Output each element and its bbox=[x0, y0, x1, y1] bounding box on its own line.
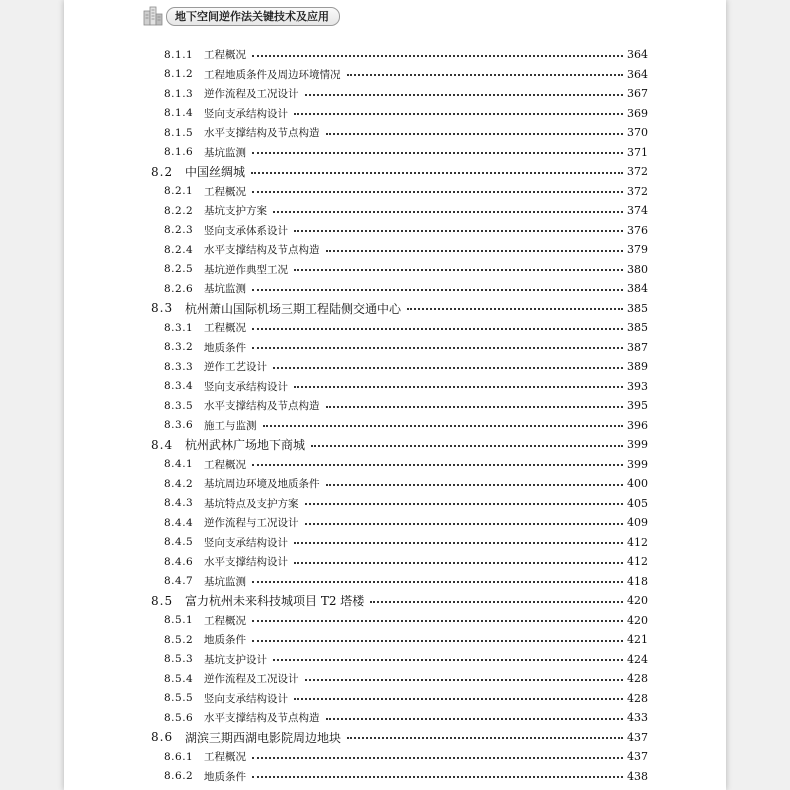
toc-entry-page-number: 428 bbox=[627, 672, 648, 686]
dot-leader bbox=[252, 191, 623, 193]
dot-leader bbox=[252, 464, 623, 466]
toc-entry-page-number: 399 bbox=[627, 438, 648, 452]
toc-entry-page-number: 399 bbox=[627, 457, 648, 471]
toc-entry-title: 基坑特点及支护方案 bbox=[204, 497, 299, 510]
toc-entry-page-number: 395 bbox=[627, 399, 648, 413]
toc-entry-page-number: 412 bbox=[627, 555, 648, 569]
toc-subsection-entry[interactable] bbox=[64, 377, 726, 397]
toc-entry-page-number: 371 bbox=[627, 145, 648, 159]
toc-entry-page-number: 374 bbox=[627, 204, 648, 218]
dot-leader bbox=[294, 269, 623, 271]
toc-subsection-entry[interactable] bbox=[64, 708, 726, 728]
toc-entry-number: 8.2 bbox=[151, 164, 174, 179]
toc-entry-page-number: 438 bbox=[627, 769, 648, 783]
toc-entry-title: 基坑支护方案 bbox=[204, 205, 267, 218]
dot-leader bbox=[294, 113, 623, 115]
dot-leader bbox=[252, 152, 623, 154]
toc-subsection-entry[interactable] bbox=[64, 650, 726, 670]
toc-entry-number: 8.4.2 bbox=[164, 477, 194, 490]
toc-entry-page-number: 379 bbox=[627, 243, 648, 257]
dot-leader bbox=[252, 581, 623, 583]
book-page bbox=[64, 0, 726, 790]
toc-entry-title: 基坑周边环境及地质条件 bbox=[204, 478, 320, 491]
toc-entry-number: 8.1.2 bbox=[164, 68, 194, 81]
toc-subsection-entry[interactable] bbox=[64, 279, 726, 299]
toc-entry-title: 逆作流程与工况设计 bbox=[204, 517, 299, 530]
toc-subsection-entry[interactable] bbox=[64, 201, 726, 221]
toc-subsection-entry[interactable] bbox=[64, 416, 726, 436]
toc-section-entry[interactable] bbox=[64, 435, 726, 455]
toc-entry-number: 8.5.1 bbox=[164, 614, 194, 627]
dot-leader bbox=[294, 230, 623, 232]
toc-entry-title: 竖向支承结构设计 bbox=[204, 107, 288, 120]
toc-entry-number: 8.4.3 bbox=[164, 497, 194, 510]
toc-entry-title: 地质条件 bbox=[204, 634, 246, 647]
toc-section-entry[interactable] bbox=[64, 162, 726, 182]
toc-subsection-entry[interactable] bbox=[64, 338, 726, 358]
toc-entry-number: 8.5.5 bbox=[164, 692, 194, 705]
toc-entry-number: 8.5.2 bbox=[164, 633, 194, 646]
dot-leader bbox=[305, 679, 624, 681]
toc-entry-title: 基坑监测 bbox=[204, 575, 246, 588]
toc-subsection-entry[interactable] bbox=[64, 123, 726, 143]
toc-entry-number: 8.3.2 bbox=[164, 341, 194, 354]
dot-leader bbox=[407, 308, 623, 310]
toc-entry-page-number: 364 bbox=[627, 67, 648, 81]
dot-leader bbox=[252, 776, 623, 778]
dot-leader bbox=[263, 425, 624, 427]
dot-leader bbox=[347, 74, 624, 76]
dot-leader bbox=[252, 757, 623, 759]
toc-entry-page-number: 420 bbox=[627, 594, 648, 608]
toc-entry-number: 8.4.6 bbox=[164, 555, 194, 568]
table-of-contents bbox=[64, 45, 726, 786]
toc-entry-page-number: 372 bbox=[627, 165, 648, 179]
toc-entry-page-number: 418 bbox=[627, 574, 648, 588]
toc-entry-number: 8.5.3 bbox=[164, 653, 194, 666]
dot-leader bbox=[273, 659, 623, 661]
toc-entry-number: 8.1.1 bbox=[164, 48, 194, 61]
toc-entry-page-number: 385 bbox=[627, 301, 648, 315]
toc-entry-number: 8.1.6 bbox=[164, 146, 194, 159]
toc-entry-page-number: 389 bbox=[627, 360, 648, 374]
toc-entry-page-number: 428 bbox=[627, 691, 648, 705]
toc-entry-number: 8.1.5 bbox=[164, 126, 194, 139]
toc-entry-title: 工程概况 bbox=[204, 49, 246, 62]
toc-subsection-entry[interactable] bbox=[64, 455, 726, 475]
dot-leader bbox=[252, 640, 623, 642]
toc-entry-title: 水平支撑结构及节点构造 bbox=[204, 127, 320, 140]
toc-entry-number: 8.3.3 bbox=[164, 360, 194, 373]
toc-entry-number: 8.3.6 bbox=[164, 419, 194, 432]
toc-subsection-entry[interactable] bbox=[64, 513, 726, 533]
toc-entry-title: 基坑监测 bbox=[204, 283, 246, 296]
toc-entry-number: 8.4 bbox=[151, 437, 174, 452]
toc-entry-number: 8.6.2 bbox=[164, 770, 194, 783]
toc-subsection-entry[interactable] bbox=[64, 396, 726, 416]
toc-entry-page-number: 437 bbox=[627, 730, 648, 744]
toc-entry-title: 水平支撑结构及节点构造 bbox=[204, 712, 320, 725]
toc-entry-number: 8.4.7 bbox=[164, 575, 194, 588]
toc-subsection-entry[interactable] bbox=[64, 260, 726, 280]
toc-entry-page-number: 385 bbox=[627, 321, 648, 335]
toc-entry-title: 工程概况 bbox=[204, 185, 246, 198]
toc-subsection-entry[interactable] bbox=[64, 572, 726, 592]
toc-entry-title: 工程地质条件及周边环境情况 bbox=[204, 68, 341, 81]
toc-entry-page-number: 421 bbox=[627, 633, 648, 647]
toc-entry-number: 8.3.1 bbox=[164, 321, 194, 334]
toc-entry-number: 8.4.1 bbox=[164, 458, 194, 471]
toc-subsection-entry[interactable] bbox=[64, 65, 726, 85]
toc-entry-page-number: 400 bbox=[627, 477, 648, 491]
toc-subsection-entry[interactable] bbox=[64, 669, 726, 689]
toc-entry-number: 8.4.5 bbox=[164, 536, 194, 549]
toc-entry-number: 8.3.5 bbox=[164, 399, 194, 412]
toc-entry-page-number: 405 bbox=[627, 496, 648, 510]
toc-entry-page-number: 396 bbox=[627, 418, 648, 432]
toc-subsection-entry[interactable] bbox=[64, 552, 726, 572]
toc-entry-title: 逆作流程及工况设计 bbox=[204, 88, 299, 101]
toc-entry-page-number: 367 bbox=[627, 87, 648, 101]
toc-entry-title: 竖向支承结构设计 bbox=[204, 692, 288, 705]
toc-entry-title: 杭州萧山国际机场三期工程陆侧交通中心 bbox=[185, 301, 402, 316]
dot-leader bbox=[305, 94, 624, 96]
toc-entry-number: 8.5 bbox=[151, 593, 174, 608]
toc-entry-page-number: 387 bbox=[627, 340, 648, 354]
toc-subsection-entry[interactable] bbox=[64, 630, 726, 650]
toc-section-entry[interactable] bbox=[64, 591, 726, 611]
toc-subsection-entry[interactable] bbox=[64, 689, 726, 709]
toc-entry-page-number: 437 bbox=[627, 750, 648, 764]
toc-entry-title: 工程概况 bbox=[204, 322, 246, 335]
toc-entry-title: 竖向支承结构设计 bbox=[204, 536, 288, 549]
toc-entry-page-number: 380 bbox=[627, 262, 648, 276]
dot-leader bbox=[294, 542, 623, 544]
toc-entry-number: 8.1.3 bbox=[164, 87, 194, 100]
toc-section-entry[interactable] bbox=[64, 299, 726, 319]
toc-subsection-entry[interactable] bbox=[64, 611, 726, 631]
dot-leader bbox=[252, 289, 623, 291]
toc-entry-page-number: 424 bbox=[627, 652, 648, 666]
dot-leader bbox=[305, 503, 624, 505]
toc-entry-number: 8.2.1 bbox=[164, 185, 194, 198]
toc-subsection-entry[interactable] bbox=[64, 747, 726, 767]
toc-entry-page-number: 420 bbox=[627, 613, 648, 627]
toc-entry-page-number: 376 bbox=[627, 223, 648, 237]
toc-entry-title: 基坑支护设计 bbox=[204, 653, 267, 666]
dot-leader bbox=[273, 211, 623, 213]
dot-leader bbox=[252, 328, 623, 330]
toc-entry-title: 工程概况 bbox=[204, 751, 246, 764]
toc-entry-title: 中国丝绸城 bbox=[185, 165, 246, 180]
dot-leader bbox=[326, 406, 624, 408]
dot-leader bbox=[294, 698, 623, 700]
dot-leader bbox=[252, 55, 623, 57]
toc-subsection-entry[interactable] bbox=[64, 182, 726, 202]
toc-entry-title: 杭州武林广场地下商城 bbox=[185, 438, 306, 453]
toc-subsection-entry[interactable] bbox=[64, 318, 726, 338]
toc-entry-number: 8.5.6 bbox=[164, 711, 194, 724]
toc-entry-number: 8.2.3 bbox=[164, 224, 194, 237]
building-icon bbox=[142, 5, 164, 27]
toc-entry-title: 施工与监测 bbox=[204, 419, 257, 432]
toc-entry-title: 湖滨三期西湖电影院周边地块 bbox=[185, 730, 342, 745]
toc-entry-page-number: 384 bbox=[627, 282, 648, 296]
toc-entry-number: 8.3.4 bbox=[164, 380, 194, 393]
dot-leader bbox=[326, 133, 624, 135]
toc-entry-title: 竖向支承结构设计 bbox=[204, 380, 288, 393]
toc-subsection-entry[interactable] bbox=[64, 143, 726, 163]
toc-entry-title: 竖向支承体系设计 bbox=[204, 224, 288, 237]
dot-leader bbox=[326, 718, 624, 720]
dot-leader bbox=[252, 347, 623, 349]
toc-entry-number: 8.3 bbox=[151, 301, 174, 316]
toc-entry-title: 富力杭州未来科技城项目 T2 塔楼 bbox=[185, 594, 365, 609]
toc-entry-page-number: 393 bbox=[627, 379, 648, 393]
dot-leader bbox=[326, 484, 624, 486]
toc-entry-page-number: 412 bbox=[627, 535, 648, 549]
toc-entry-page-number: 370 bbox=[627, 126, 648, 140]
dot-leader bbox=[273, 367, 623, 369]
toc-subsection-entry[interactable] bbox=[64, 104, 726, 124]
toc-subsection-entry[interactable] bbox=[64, 533, 726, 553]
toc-entry-title: 逆作流程及工况设计 bbox=[204, 673, 299, 686]
dot-leader bbox=[305, 523, 624, 525]
toc-entry-page-number: 369 bbox=[627, 106, 648, 120]
toc-entry-title: 基坑逆作典型工况 bbox=[204, 263, 288, 276]
toc-entry-title: 地质条件 bbox=[204, 770, 246, 783]
dot-leader bbox=[370, 601, 623, 603]
toc-subsection-entry[interactable] bbox=[64, 221, 726, 241]
dot-leader bbox=[252, 620, 623, 622]
toc-subsection-entry[interactable] bbox=[64, 767, 726, 787]
toc-entry-title: 水平支撑结构及节点构造 bbox=[204, 400, 320, 413]
toc-entry-page-number: 364 bbox=[627, 48, 648, 62]
toc-subsection-entry[interactable] bbox=[64, 494, 726, 514]
toc-entry-number: 8.6.1 bbox=[164, 750, 194, 763]
toc-entry-number: 8.1.4 bbox=[164, 107, 194, 120]
toc-subsection-entry[interactable] bbox=[64, 240, 726, 260]
toc-entry-number: 8.6 bbox=[151, 730, 174, 745]
toc-subsection-entry[interactable] bbox=[64, 357, 726, 377]
toc-entry-title: 水平支撑结构及节点构造 bbox=[204, 244, 320, 257]
toc-entry-page-number: 372 bbox=[627, 184, 648, 198]
dot-leader bbox=[347, 737, 623, 739]
dot-leader bbox=[311, 445, 623, 447]
toc-entry-page-number: 409 bbox=[627, 516, 648, 530]
toc-subsection-entry[interactable] bbox=[64, 474, 726, 494]
toc-entry-title: 基坑监测 bbox=[204, 146, 246, 159]
toc-subsection-entry[interactable] bbox=[64, 84, 726, 104]
dot-leader bbox=[294, 562, 623, 564]
running-header bbox=[142, 4, 340, 28]
toc-entry-title: 地质条件 bbox=[204, 341, 246, 354]
dot-leader bbox=[251, 172, 623, 174]
toc-entry-number: 8.2.5 bbox=[164, 263, 194, 276]
dot-leader bbox=[326, 250, 624, 252]
toc-entry-number: 8.4.4 bbox=[164, 516, 194, 529]
toc-entry-number: 8.2.4 bbox=[164, 243, 194, 256]
toc-subsection-entry[interactable] bbox=[64, 45, 726, 65]
toc-section-entry[interactable] bbox=[64, 728, 726, 748]
dot-leader bbox=[294, 386, 623, 388]
toc-entry-number: 8.2.6 bbox=[164, 282, 194, 295]
toc-entry-title: 逆作工艺设计 bbox=[204, 361, 267, 374]
toc-entry-page-number: 433 bbox=[627, 711, 648, 725]
book-title: 地下空间逆作法关键技术及应用 bbox=[166, 7, 340, 26]
toc-entry-number: 8.2.2 bbox=[164, 204, 194, 217]
toc-entry-title: 水平支撑结构设计 bbox=[204, 556, 288, 569]
toc-entry-title: 工程概况 bbox=[204, 458, 246, 471]
toc-entry-number: 8.5.4 bbox=[164, 672, 194, 685]
toc-entry-title: 工程概况 bbox=[204, 614, 246, 627]
